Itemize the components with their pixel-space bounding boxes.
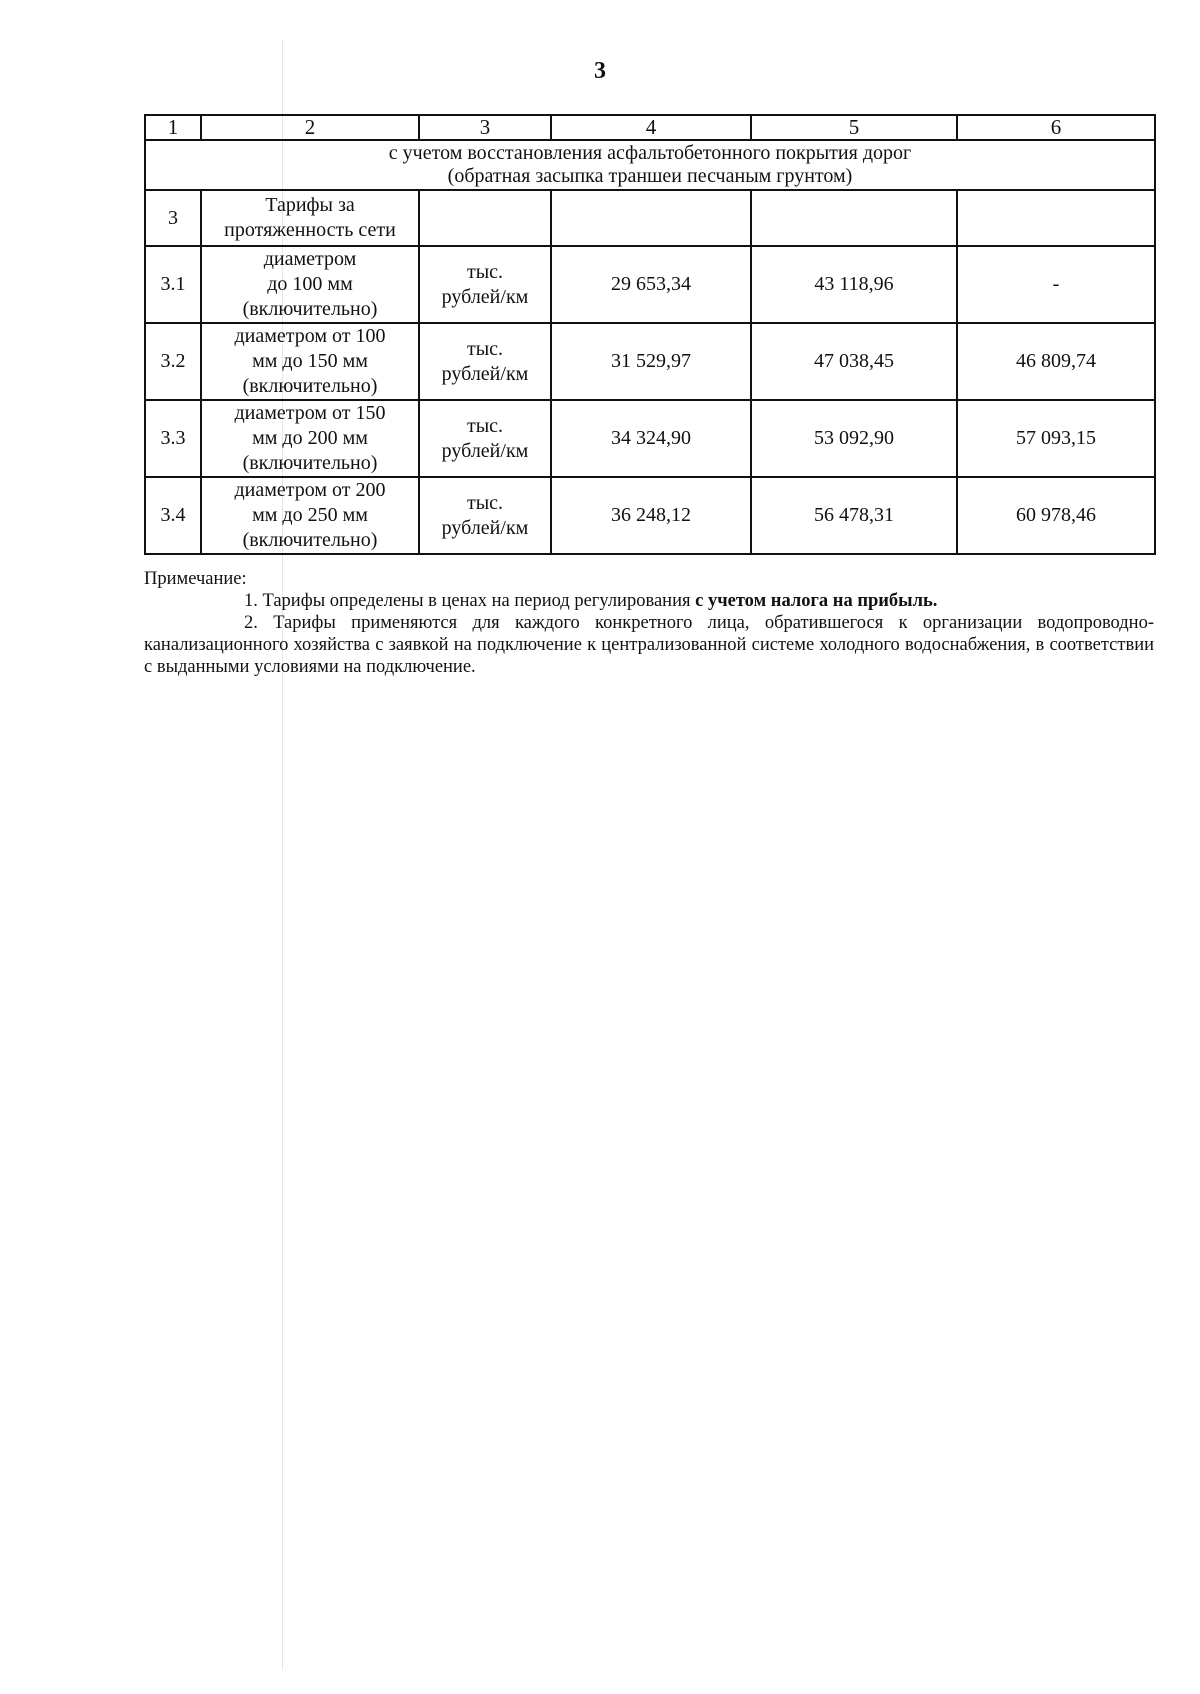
- unit-line: тыс.: [466, 260, 504, 283]
- section-title-row: [145, 140, 1155, 190]
- column-number-cell: 2: [201, 115, 419, 140]
- empty-cell: [751, 190, 957, 246]
- note-item-1: [144, 590, 1154, 612]
- value-cell: 34 324,90: [551, 400, 751, 477]
- group-name-line: протяженность сети: [224, 219, 396, 241]
- row-name-line: диаметром от 100: [234, 325, 386, 347]
- value-cell: 46 809,74: [957, 323, 1155, 400]
- unit-cell: [419, 477, 551, 554]
- row-name-line: (включительно): [242, 298, 378, 320]
- unit-line: рублей/км: [441, 362, 529, 385]
- section-title-line: (обратная засыпка траншеи песчаным грунтом): [447, 165, 853, 187]
- note-section: [144, 568, 1154, 678]
- empty-cell: [957, 190, 1155, 246]
- page-number: 3: [594, 58, 606, 84]
- column-number-cell: 3: [419, 115, 551, 140]
- unit-line: рублей/км: [441, 285, 529, 308]
- value-cell: 36 248,12: [551, 477, 751, 554]
- group-name-cell: [201, 190, 419, 246]
- note-item-1-bold: с учетом налога на прибыль.: [695, 591, 938, 611]
- column-number-cell: 5: [751, 115, 957, 140]
- row-name-line: диаметром от 200: [234, 479, 386, 501]
- row-name-line: мм до 200 мм: [252, 427, 368, 449]
- table-row: [145, 323, 1155, 400]
- row-name-line: до 100 мм: [267, 273, 353, 295]
- table-row: [145, 477, 1155, 554]
- column-number-cell: 4: [551, 115, 751, 140]
- group-row: [145, 190, 1155, 246]
- value-cell: -: [957, 246, 1155, 323]
- row-name-line: (включительно): [242, 375, 378, 397]
- unit-line: рублей/км: [441, 439, 529, 462]
- value-cell: 47 038,45: [751, 323, 957, 400]
- column-number-row: [145, 115, 1155, 140]
- row-number-cell: 3.4: [145, 477, 201, 554]
- value-cell: 43 118,96: [751, 246, 957, 323]
- table-row: [145, 400, 1155, 477]
- unit-line: тыс.: [466, 337, 504, 360]
- value-cell: 60 978,46: [957, 477, 1155, 554]
- row-name-cell: [201, 246, 419, 323]
- section-title-cell: [145, 140, 1155, 190]
- value-cell: 53 092,90: [751, 400, 957, 477]
- note-item-2: 2. Тарифы применяются для каждого конкретного лица, обратившегося к организации водопроводно-канализационного хозяйства с заявкой на подключение к централизованной системе холодного водоснабжения, в соответствии с выданными условиями на подключение.: [144, 613, 1154, 677]
- row-name-line: (включительно): [242, 452, 378, 474]
- row-name-line: диаметром от 150: [234, 402, 386, 424]
- row-number-cell: 3.3: [145, 400, 201, 477]
- column-number-cell: 6: [957, 115, 1155, 140]
- tariff-table: [144, 114, 1156, 555]
- row-name-cell: [201, 400, 419, 477]
- unit-cell: [419, 400, 551, 477]
- row-name-line: мм до 150 мм: [252, 350, 368, 372]
- row-number-cell: 3.1: [145, 246, 201, 323]
- group-name-line: Тарифы за: [265, 194, 355, 216]
- table-row: [145, 246, 1155, 323]
- empty-cell: [419, 190, 551, 246]
- empty-cell: [551, 190, 751, 246]
- unit-line: тыс.: [466, 491, 504, 514]
- row-number-cell: 3.2: [145, 323, 201, 400]
- group-number-cell: 3: [145, 190, 201, 246]
- unit-cell: [419, 323, 551, 400]
- value-cell: 57 093,15: [957, 400, 1155, 477]
- unit-line: рублей/км: [441, 516, 529, 539]
- row-name-cell: [201, 477, 419, 554]
- row-name-line: мм до 250 мм: [252, 504, 368, 526]
- section-title-line: с учетом восстановления асфальтобетонного покрытия дорог: [388, 142, 912, 164]
- unit-line: тыс.: [466, 414, 504, 437]
- value-cell: 29 653,34: [551, 246, 751, 323]
- unit-cell: [419, 246, 551, 323]
- note-heading: Примечание:: [144, 569, 247, 589]
- row-name-cell: [201, 323, 419, 400]
- row-name-line: (включительно): [242, 529, 378, 551]
- value-cell: 31 529,97: [551, 323, 751, 400]
- note-item-1-text: 1. Тарифы определены в ценах на период регулирования: [244, 591, 691, 611]
- row-name-line: диаметром: [263, 248, 357, 270]
- column-number-cell: 1: [145, 115, 201, 140]
- value-cell: 56 478,31: [751, 477, 957, 554]
